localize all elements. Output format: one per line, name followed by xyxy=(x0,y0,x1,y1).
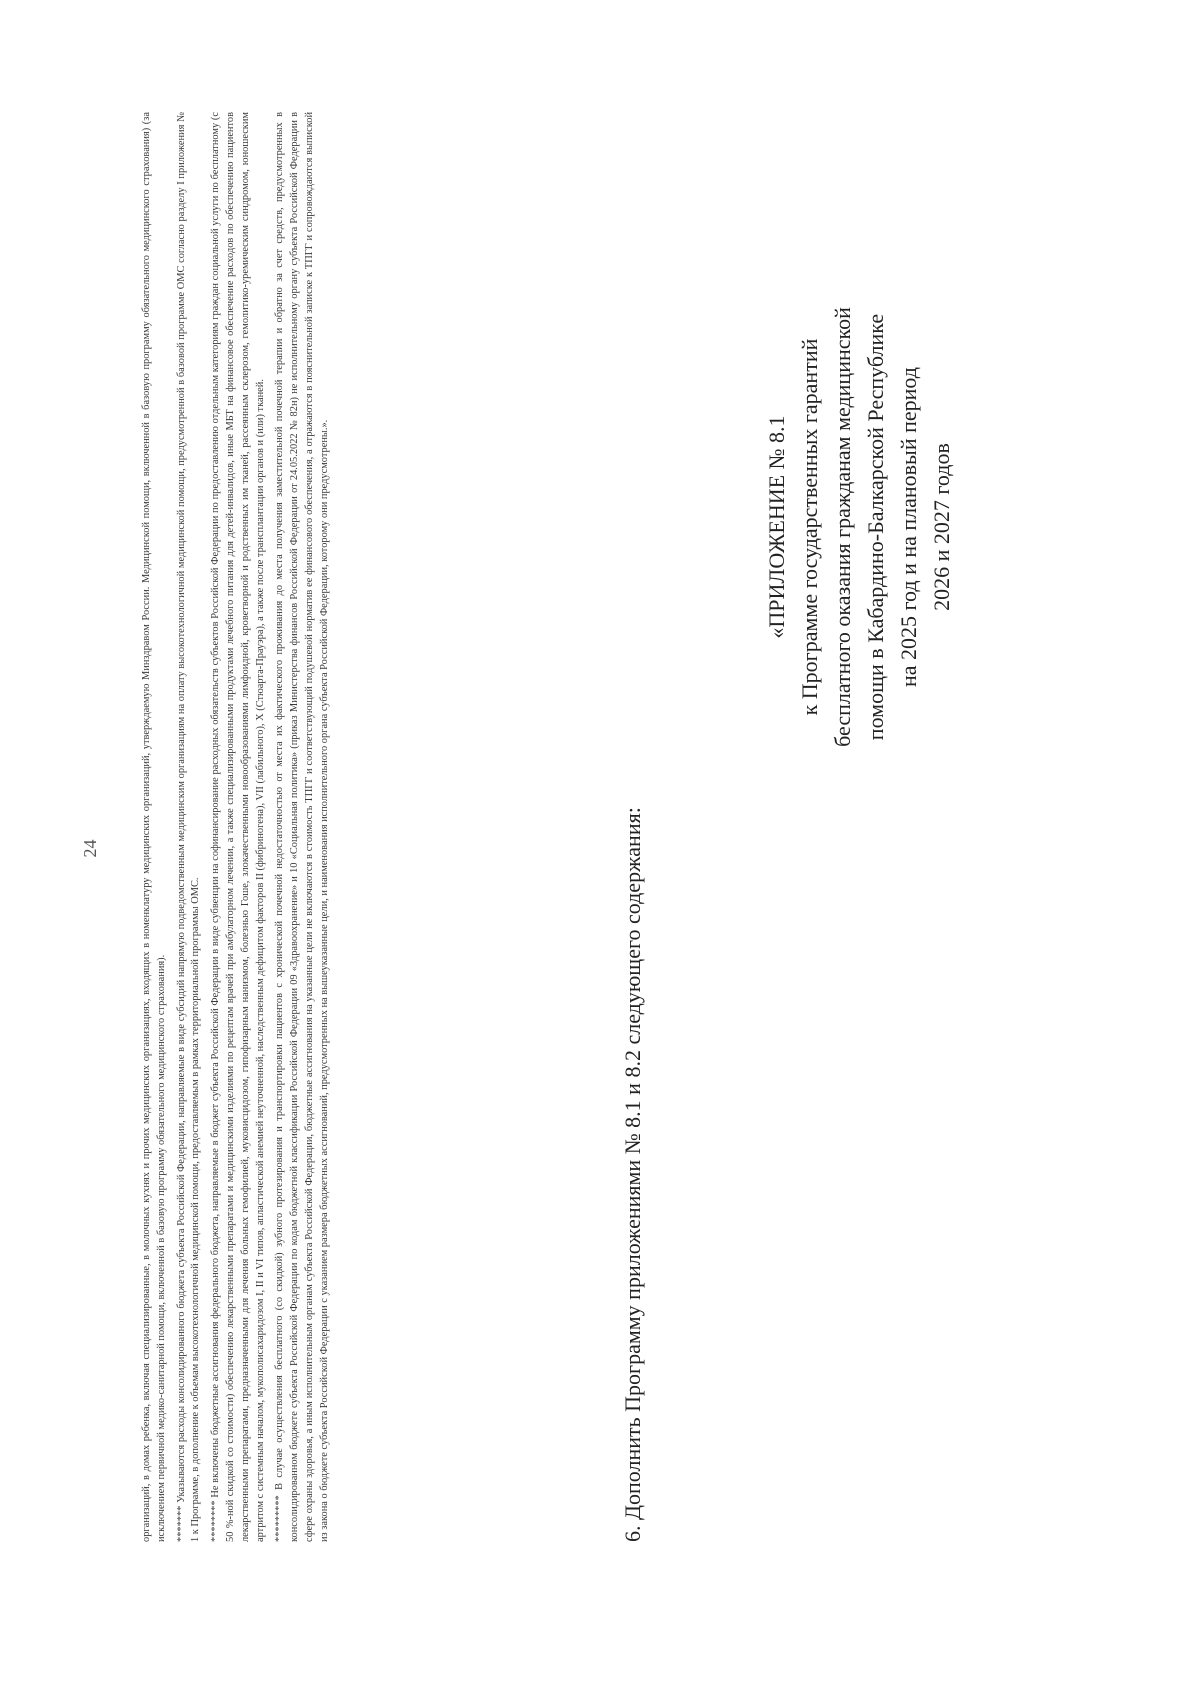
footnote-paragraph: ********* В случае осуществления бесплатного (со скидкой) зубного протезирования и транспортировки пациентов с хронической почечной недостаточностью от места их фактического проживания до места получения заместительной почечной терапии и обратно за счет средств, предусмотренных в консолидированном бюджете субъекта Российской Федерации по кодам бюджетной классификации Российской Федерации 09 «Здравоохранение» и 10 «Социальная политика» (приказ Министерства финансов Российской Федерации от 24.05.2022 № 82н) не исполнительному органу субъекта Российской Федерации в сфере охраны здоровья, а иным исполнительным органам субъекта Российской Федерации, бюджетные ассигнования на указанные цели не включаются в стоимость ТПГГ и соответствующий подушевой норматив ее финансового обеспечения, а отражаются в пояснительной записке к ТПГГ и сопровождаются выпиской из закона о бюджете субъекта Российской Федерации с указанием размера бюджетных ассигнований, предусмотренных на вышеуказанные цели, и наименования исполнительного органа субъекта Российской Федерации, которому они предусмотрены.». xyxy=(274,112,330,1542)
appendix-line: к Программе государственных гарантий xyxy=(797,338,822,716)
footnote-paragraph: организаций, в домах ребенка, включая специализированные, в молочных кухнях и прочих медицинских организациях, входящих в номенклатуру медицинских организаций, утверждаемую Минздравом России. Медицинской помощи, включенной в базовую программу обязательного медицинского страхования) (за исключением первичной медико-санитарной помощи, включенной в базовую программу обязательного медицинского страхования). xyxy=(141,112,167,1542)
section-heading: 6. Дополнить Программу приложениями № 8.1 и 8.2 следующего содержания: xyxy=(620,807,645,1542)
appendix-header xyxy=(760,97,958,957)
appendix-title: «ПРИЛОЖЕНИЕ № 8.1 xyxy=(764,415,789,639)
footnote-paragraph: ******* Указываются расходы консолидированного бюджета субъекта Российской Федерации, направляемые в виде субсидий напрямую подведомственным медицинским организациям на оплату высокотехнологичной медицинской помощи, предусмотренной в базовой программе ОМС согласно разделу I приложения № 1 к Программе, в дополнение к объемам высокотехнологичной медицинской помощи, предоставляемым в рамках территориальной программы ОМС. xyxy=(175,112,202,1542)
footnote-paragraph: ******** Не включены бюджетные ассигнования федерального бюджета, направляемые в бюджет субъекта Российской Федерации в виде субвенции на софинансирование расходных обязательств субъектов Российской Федерации по предоставлению отдельным категориям граждан социальной услуги по бесплатному (с 50 %-ной скидкой со стоимости) обеспечению лекарственными препаратами и медицинскими изделиями по рецептам врачей при амбулаторном лечении, а также специализированными продуктами лечебного питания для детей-инвалидов, иные МБТ на финансовое обеспечение расходов по обеспечению пациентов лекарственными препаратами, предназначенными для лечения больных гемофилией, муковисцидозом, гипофизарным нанизмом, болезнью Гоше, злокачественными новообразованиями лимфоидной, кроветворной и родственных им тканей, рассеянным склерозом, гемолитико-уремическим синдромом, юношеским артритом с системным началом, мукополисахаридозом I, II и VI типов, апластической анемией неуточненной, наследственным дефицитом факторов II (фибриногена), VII (лабильного), X (Стюарта-Прауэра), а также после трансплантации органов и (или) тканей. xyxy=(210,112,266,1542)
appendix-line: 2026 и 2027 годов xyxy=(929,443,954,611)
page-number: 24 xyxy=(80,839,100,858)
appendix-line: на 2025 год и на плановый период xyxy=(896,367,921,687)
appendix-line: помощи в Кабардино-Балкарской Республике xyxy=(863,313,888,741)
appendix-line: бесплатного оказания гражданам медицинской xyxy=(830,307,855,747)
footnotes xyxy=(140,112,338,1542)
